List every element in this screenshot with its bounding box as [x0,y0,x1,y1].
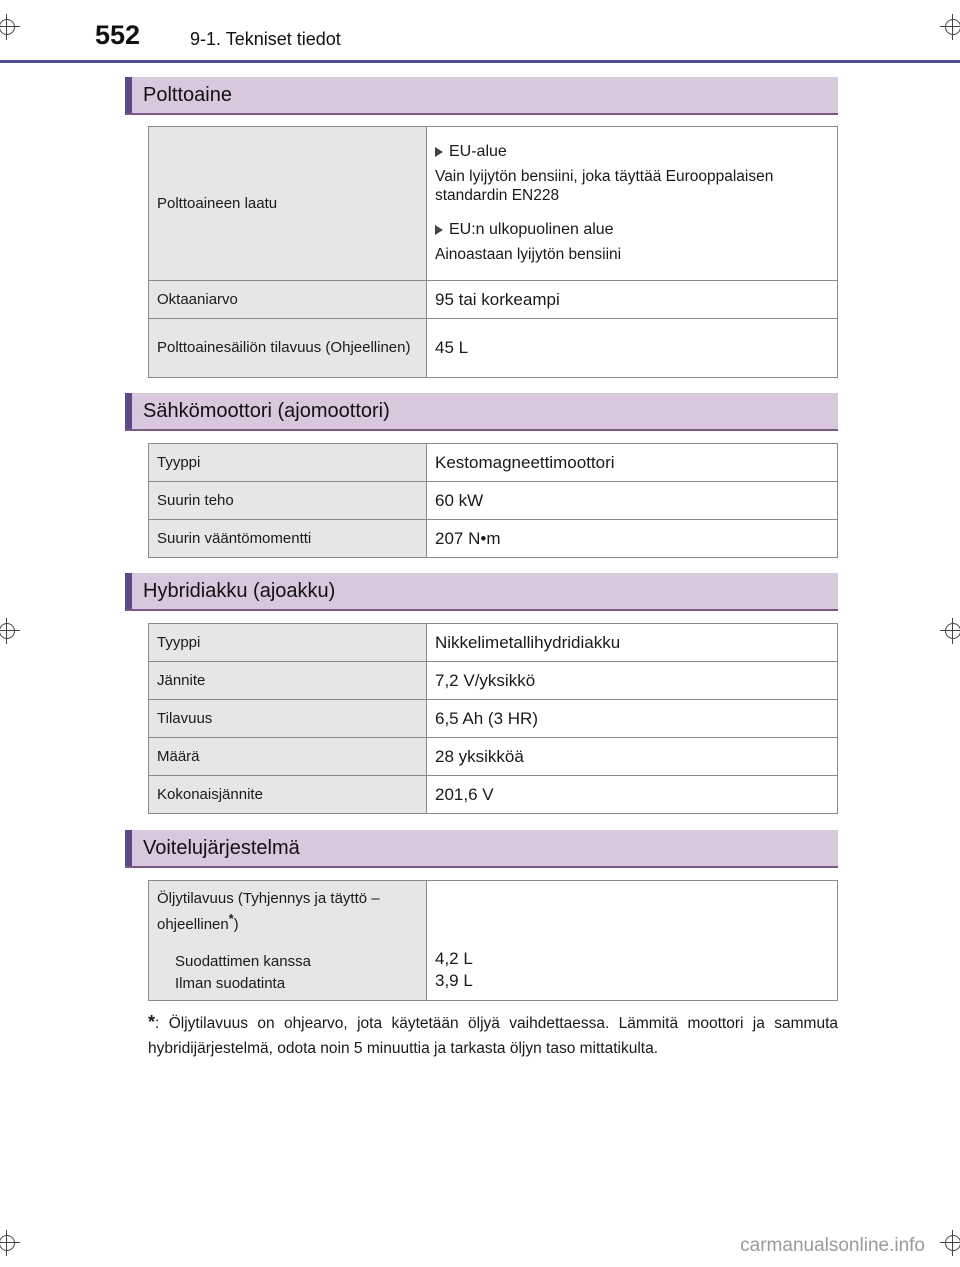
tank-capacity-label: Polttoainesäiliön tilavuus (Ohjeellinen) [149,319,427,378]
non-eu-region-text: Ainoastaan lyijytön bensiini [435,246,622,263]
table-row [149,520,838,558]
eu-region-text: Vain lyijytön bensiini, joka täyttää Eurooppalaisen standardin EN228 [435,168,774,204]
section-title-text: Voitelujärjestelmä [143,837,300,859]
table-row [149,881,838,1001]
section-accent-bar [125,573,132,609]
section-reference: 9-1. Tekniset tiedot [190,29,341,49]
fuel-quality-label: Polttoaineen laatu [149,127,427,281]
eu-region-heading [435,143,829,161]
battery-total-voltage-value: 201,6 V [427,776,838,814]
tank-capacity-value: 45 L [427,319,838,378]
table-row [149,444,838,482]
oil-capacity-values [427,881,838,1001]
motor-power-label: Suurin teho [149,482,427,520]
battery-count-value: 28 yksikköä [427,738,838,776]
battery-count-label: Määrä [149,738,427,776]
footnote-star: * [148,1012,156,1032]
non-eu-heading-text: EU:n ulkopuolinen alue [449,221,614,238]
table-row [149,482,838,520]
table-row [149,127,838,281]
footnote [148,1010,838,1061]
with-filter-label: Suodattimen kanssa [175,953,311,970]
battery-table [148,623,838,814]
table-row [149,662,838,700]
motor-type-value: Kestomagneettimoottori [427,444,838,482]
battery-voltage-value: 7,2 V/yksikkö [427,662,838,700]
header-divider [0,60,960,63]
section-title-text: Hybridiakku (ajoakku) [143,580,336,602]
table-row [149,319,838,378]
non-eu-region-heading [435,221,829,239]
triangle-bullet-icon [435,225,443,235]
crop-mark-mid-right [940,618,960,644]
battery-capacity-label: Tilavuus [149,700,427,738]
with-filter-value: 4,2 L [435,949,473,968]
without-filter-label: Ilman suodatinta [175,975,286,992]
table-row [149,738,838,776]
battery-capacity-value: 6,5 Ah (3 HR) [427,700,838,738]
section-accent-bar [125,77,132,113]
motor-table [148,443,838,558]
section-title-motor [125,393,838,431]
battery-type-label: Tyyppi [149,624,427,662]
battery-total-voltage-label: Kokonaisjännite [149,776,427,814]
fuel-quality-value [427,127,838,281]
section-title-battery [125,573,838,611]
crop-mark-bottom-left [0,1230,20,1256]
footnote-text: : Öljytilavuus on ohjearvo, jota käytetään öljyä vaihdettaessa. Lämmitä moottori ja sammuta hybridijärjestelmä, odota noin 5 minuuttia ja tarkasta öljyn taso mittatikulta. [148,1015,838,1057]
page-header [0,0,960,64]
triangle-bullet-icon [435,147,443,157]
table-row [149,776,838,814]
motor-type-label: Tyyppi [149,444,427,482]
table-row [149,624,838,662]
section-accent-bar [125,393,132,429]
page-number: 552 [95,20,141,50]
oil-capacity-label [149,881,427,1001]
without-filter-value: 3,9 L [435,971,473,990]
section-title-lubrication [125,830,838,868]
crop-mark-mid-left [0,618,20,644]
battery-type-value: Nikkelimetallihydridiakku [427,624,838,662]
crop-mark-bottom-right [940,1230,960,1256]
octane-value: 95 tai korkeampi [427,281,838,319]
section-accent-bar [125,830,132,866]
section-title-text: Sähkömoottori (ajomoottori) [143,400,390,422]
battery-voltage-label: Jännite [149,662,427,700]
oil-capacity-label-text: Öljytilavuus (Tyhjennys ja täyttö – ohjeellinen [157,890,380,933]
lubrication-table [148,880,838,1001]
octane-label: Oktaaniarvo [149,281,427,319]
table-row [149,700,838,738]
fuel-table [148,126,838,378]
oil-capacity-close-paren: ) [233,916,239,933]
section-title-text: Polttoaine [143,84,232,106]
motor-power-value: 60 kW [427,482,838,520]
motor-torque-label: Suurin vääntömomentti [149,520,427,558]
table-row [149,281,838,319]
motor-torque-value: 207 N•m [427,520,838,558]
eu-heading-text: EU-alue [449,143,507,160]
watermark: carmanualsonline.info [740,1235,925,1256]
section-title-fuel [125,77,838,115]
oil-capacity-star: * [228,912,234,926]
